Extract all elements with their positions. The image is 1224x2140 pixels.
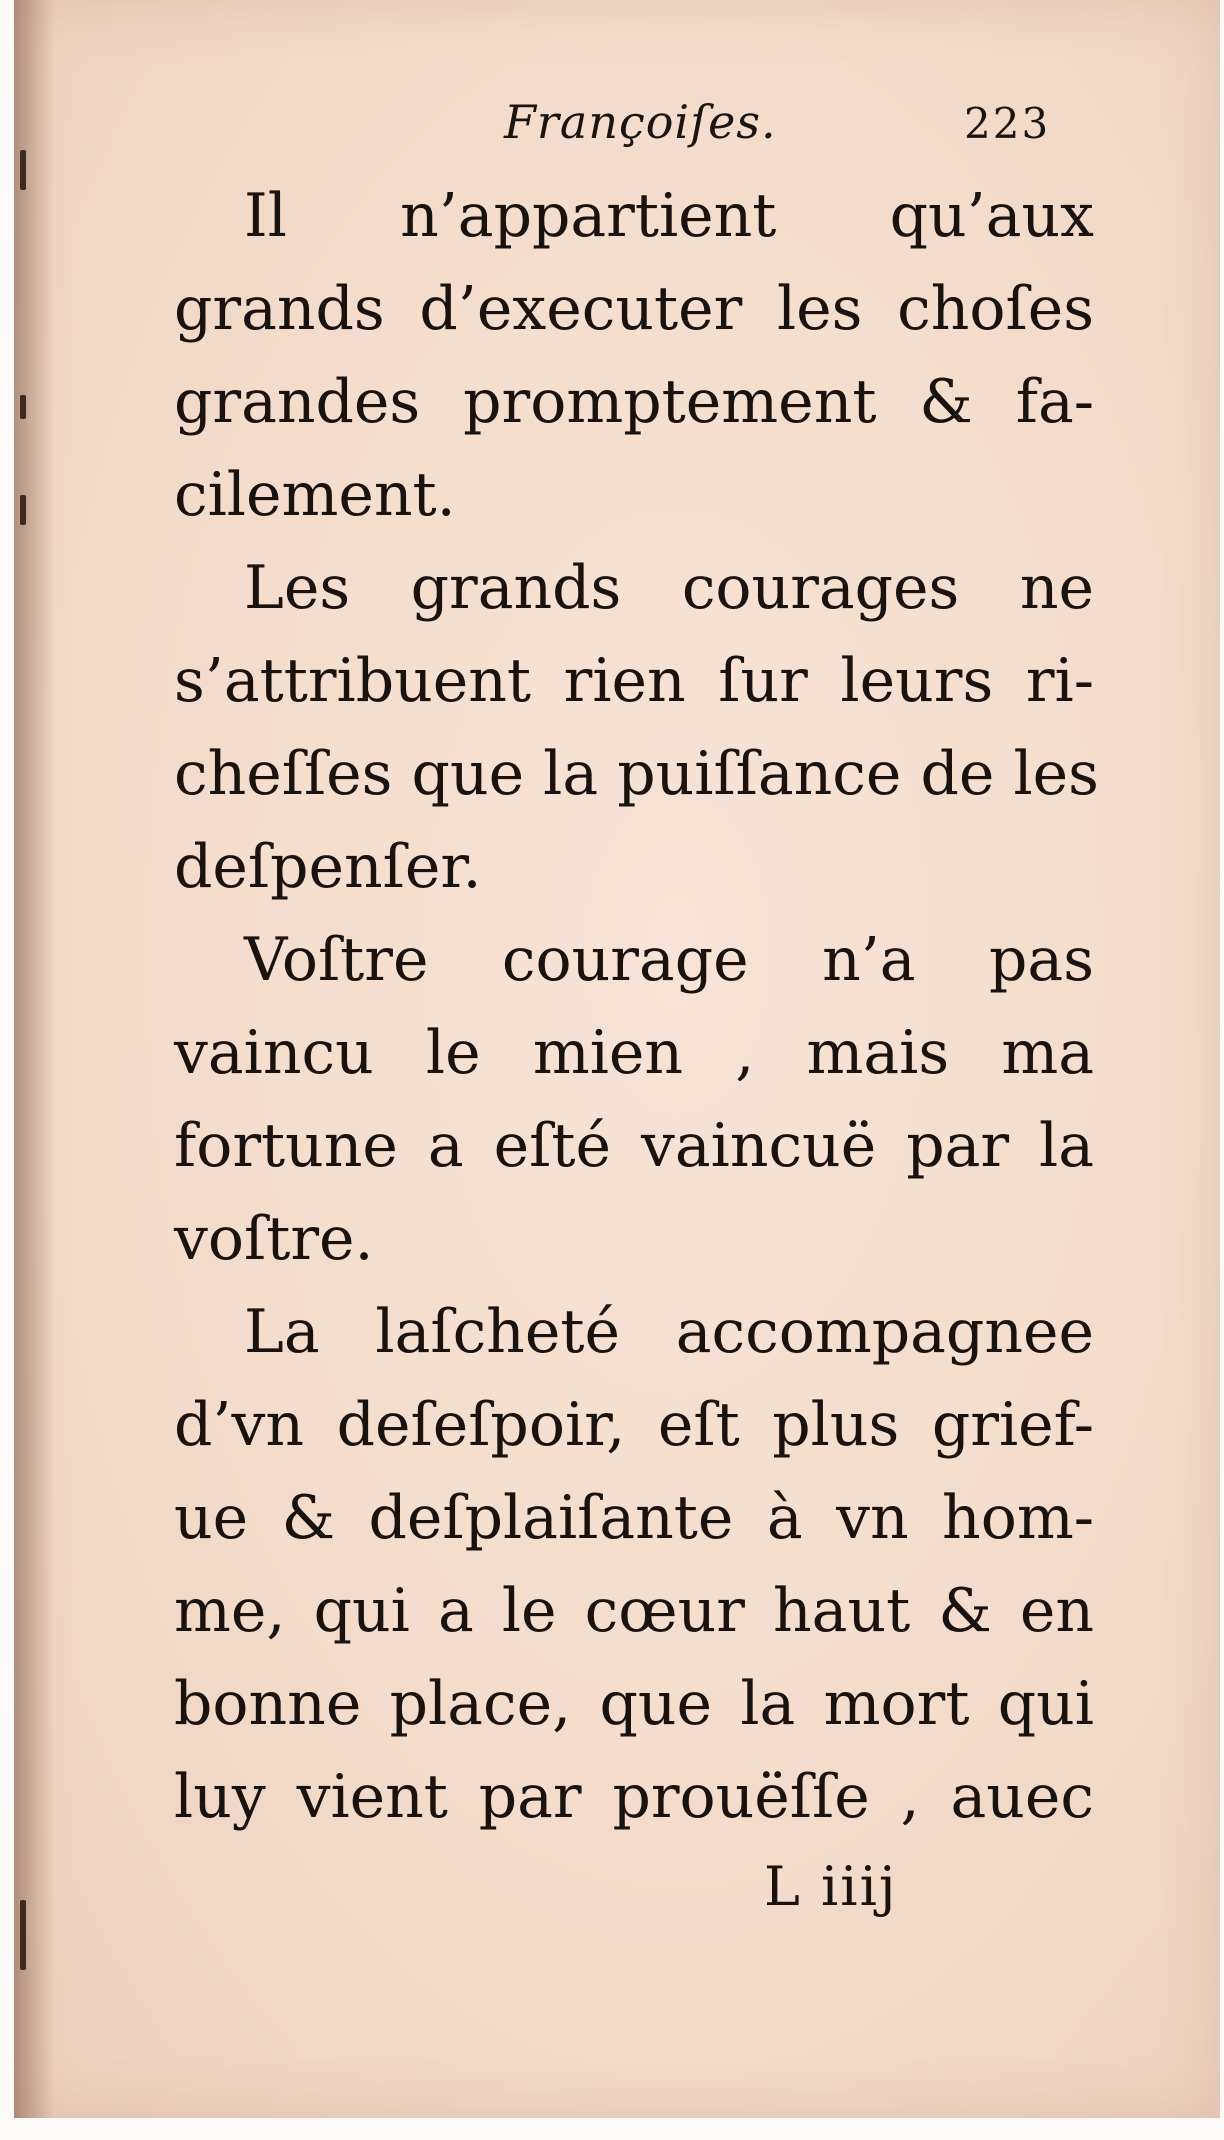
running-head: [14, 95, 1220, 155]
page-gutter-shadow: [14, 0, 54, 2118]
running-title: Françoiſes.: [504, 95, 777, 149]
text-line: Les grands courages ne: [244, 553, 1094, 623]
text-line: cilement.: [174, 460, 456, 530]
body-text: [174, 170, 1099, 1844]
text-line: deſpenſer.: [174, 832, 482, 902]
gutter-ink-mark: [20, 395, 26, 419]
text-line: ue & deſplaiſante à vn hom-: [174, 1483, 1094, 1553]
text-line: Il n’appartient qu’aux: [244, 181, 1094, 251]
text-line: grands d’executer les choſes: [174, 274, 1094, 344]
text-line: La laſcheté accompagnee: [244, 1297, 1094, 1367]
text-line: bonne place, que la mort qui: [174, 1669, 1094, 1739]
text-line: cheſſes que la puiſſance de les: [174, 739, 1099, 809]
page-number: 223: [964, 99, 1051, 148]
text-line: Voſtre courage n’a pas: [244, 925, 1094, 995]
book-page: [14, 0, 1220, 2118]
text-line: me, qui a le cœur haut & en: [174, 1576, 1094, 1646]
gutter-ink-mark: [20, 150, 26, 190]
text-line: fortune a eſté vaincuë par la: [174, 1111, 1094, 1181]
text-line: vaincu le mien , mais ma: [174, 1018, 1094, 1088]
text-line: d’vn deſeſpoir, eſt plus grief-: [174, 1390, 1094, 1460]
text-line: grandes promptement & fa-: [174, 367, 1094, 437]
gutter-ink-mark: [20, 495, 26, 525]
text-line: voſtre.: [174, 1204, 374, 1274]
signature-mark: L iiij: [764, 1855, 898, 1918]
gutter-ink-mark: [20, 1900, 26, 1970]
text-line: luy vient par prouëſſe , auec: [174, 1762, 1094, 1832]
text-line: s’attribuent rien ſur leurs ri-: [174, 646, 1094, 716]
